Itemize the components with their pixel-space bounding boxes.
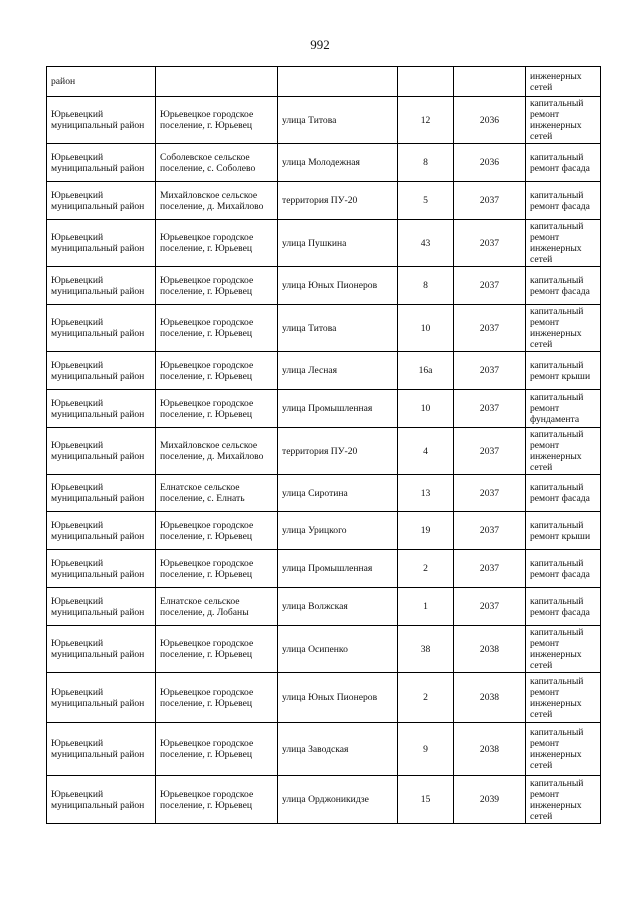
street-cell: улица Заводская [278, 723, 398, 776]
district-cell: Юрьевецкий муниципальный район [47, 550, 156, 588]
settlement-cell: Юрьевецкое городское поселение, г. Юрьевец [156, 673, 278, 723]
settlement-cell: Юрьевецкое городское поселение, г. Юрьевец [156, 352, 278, 390]
year-cell: 2037 [454, 512, 526, 550]
settlement-cell: Михайловское сельское поселение, д. Михайлово [156, 428, 278, 475]
settlement-cell: Юрьевецкое городское поселение, г. Юрьевец [156, 626, 278, 673]
year-cell: 2037 [454, 220, 526, 267]
work-type-cell: капитальный ремонт инженерных сетей [526, 220, 601, 267]
street-cell: улица Промышленная [278, 390, 398, 428]
table-row [47, 588, 601, 626]
table-row [47, 390, 601, 428]
year-cell: 2038 [454, 626, 526, 673]
street-cell: улица Юных Пионеров [278, 673, 398, 723]
street-cell: улица Осипенко [278, 626, 398, 673]
work-type-cell: капитальный ремонт инженерных сетей [526, 776, 601, 824]
settlement-cell [156, 67, 278, 97]
district-cell: Юрьевецкий муниципальный район [47, 475, 156, 512]
work-type-cell: капитальный ремонт фасада [526, 475, 601, 512]
work-type-cell: капитальный ремонт фасада [526, 588, 601, 626]
street-cell [278, 67, 398, 97]
street-cell: улица Орджоникидзе [278, 776, 398, 824]
repair-schedule-table [46, 66, 601, 824]
settlement-cell: Юрьевецкое городское поселение, г. Юрьевец [156, 550, 278, 588]
settlement-cell: Юрьевецкое городское поселение, г. Юрьевец [156, 220, 278, 267]
street-cell: территория ПУ-20 [278, 428, 398, 475]
house-number-cell: 2 [398, 673, 454, 723]
work-type-cell: капитальный ремонт фундамента [526, 390, 601, 428]
settlement-cell: Михайловское сельское поселение, д. Михайлово [156, 182, 278, 220]
street-cell: улица Урицкого [278, 512, 398, 550]
district-cell: Юрьевецкий муниципальный район [47, 390, 156, 428]
year-cell: 2037 [454, 588, 526, 626]
house-number-cell: 12 [398, 97, 454, 144]
street-cell: улица Титова [278, 305, 398, 352]
settlement-cell: Юрьевецкое городское поселение, г. Юрьевец [156, 390, 278, 428]
settlement-cell: Елнатское сельское поселение, с. Елнать [156, 475, 278, 512]
settlement-cell: Юрьевецкое городское поселение, г. Юрьевец [156, 97, 278, 144]
house-number-cell: 16а [398, 352, 454, 390]
table-row [47, 220, 601, 267]
district-cell: Юрьевецкий муниципальный район [47, 144, 156, 182]
table-body [47, 67, 601, 824]
district-cell: Юрьевецкий муниципальный район [47, 97, 156, 144]
street-cell: улица Пушкина [278, 220, 398, 267]
settlement-cell: Елнатское сельское поселение, д. Лобаны [156, 588, 278, 626]
house-number-cell: 2 [398, 550, 454, 588]
house-number-cell: 13 [398, 475, 454, 512]
street-cell: улица Промышленная [278, 550, 398, 588]
table-row [47, 352, 601, 390]
year-cell: 2037 [454, 305, 526, 352]
street-cell: улица Юных Пионеров [278, 267, 398, 305]
district-cell: Юрьевецкий муниципальный район [47, 352, 156, 390]
house-number-cell: 1 [398, 588, 454, 626]
year-cell: 2038 [454, 673, 526, 723]
work-type-cell: капитальный ремонт крыши [526, 352, 601, 390]
table-row [47, 512, 601, 550]
work-type-cell: капитальный ремонт инженерных сетей [526, 428, 601, 475]
table-row [47, 475, 601, 512]
settlement-cell: Соболевское сельское поселение, с. Соболево [156, 144, 278, 182]
settlement-cell: Юрьевецкое городское поселение, г. Юрьевец [156, 723, 278, 776]
table-row [47, 550, 601, 588]
year-cell: 2036 [454, 144, 526, 182]
year-cell: 2037 [454, 475, 526, 512]
house-number-cell: 9 [398, 723, 454, 776]
street-cell: улица Титова [278, 97, 398, 144]
table-row [47, 723, 601, 776]
house-number-cell: 4 [398, 428, 454, 475]
district-cell: Юрьевецкий муниципальный район [47, 588, 156, 626]
settlement-cell: Юрьевецкое городское поселение, г. Юрьевец [156, 305, 278, 352]
district-cell: Юрьевецкий муниципальный район [47, 673, 156, 723]
house-number-cell: 10 [398, 390, 454, 428]
work-type-cell: инженерных сетей [526, 67, 601, 97]
table-row [47, 428, 601, 475]
work-type-cell: капитальный ремонт фасада [526, 550, 601, 588]
district-cell: Юрьевецкий муниципальный район [47, 512, 156, 550]
year-cell: 2037 [454, 550, 526, 588]
table-row [47, 305, 601, 352]
year-cell: 2037 [454, 182, 526, 220]
district-cell: район [47, 67, 156, 97]
street-cell: улица Волжская [278, 588, 398, 626]
district-cell: Юрьевецкий муниципальный район [47, 305, 156, 352]
house-number-cell: 43 [398, 220, 454, 267]
table-row [47, 776, 601, 824]
table-row [47, 267, 601, 305]
year-cell: 2037 [454, 352, 526, 390]
table-row [47, 67, 601, 97]
year-cell: 2038 [454, 723, 526, 776]
work-type-cell: капитальный ремонт инженерных сетей [526, 723, 601, 776]
work-type-cell: капитальный ремонт фасада [526, 182, 601, 220]
street-cell: улица Лесная [278, 352, 398, 390]
table-row [47, 626, 601, 673]
settlement-cell: Юрьевецкое городское поселение, г. Юрьевец [156, 267, 278, 305]
year-cell: 2039 [454, 776, 526, 824]
table-row [47, 97, 601, 144]
district-cell: Юрьевецкий муниципальный район [47, 723, 156, 776]
year-cell [454, 67, 526, 97]
year-cell: 2037 [454, 428, 526, 475]
year-cell: 2037 [454, 267, 526, 305]
house-number-cell: 19 [398, 512, 454, 550]
district-cell: Юрьевецкий муниципальный район [47, 220, 156, 267]
house-number-cell: 8 [398, 267, 454, 305]
district-cell: Юрьевецкий муниципальный район [47, 776, 156, 824]
house-number-cell: 38 [398, 626, 454, 673]
work-type-cell: капитальный ремонт фасада [526, 144, 601, 182]
table-row [47, 144, 601, 182]
district-cell: Юрьевецкий муниципальный район [47, 428, 156, 475]
year-cell: 2037 [454, 390, 526, 428]
table-row [47, 673, 601, 723]
district-cell: Юрьевецкий муниципальный район [47, 267, 156, 305]
house-number-cell: 15 [398, 776, 454, 824]
settlement-cell: Юрьевецкое городское поселение, г. Юрьевец [156, 512, 278, 550]
street-cell: улица Сиротина [278, 475, 398, 512]
street-cell: территория ПУ-20 [278, 182, 398, 220]
work-type-cell: капитальный ремонт инженерных сетей [526, 305, 601, 352]
house-number-cell [398, 67, 454, 97]
district-cell: Юрьевецкий муниципальный район [47, 626, 156, 673]
table-row [47, 182, 601, 220]
work-type-cell: капитальный ремонт крыши [526, 512, 601, 550]
work-type-cell: капитальный ремонт инженерных сетей [526, 97, 601, 144]
district-cell: Юрьевецкий муниципальный район [47, 182, 156, 220]
house-number-cell: 10 [398, 305, 454, 352]
work-type-cell: капитальный ремонт инженерных сетей [526, 673, 601, 723]
work-type-cell: капитальный ремонт инженерных сетей [526, 626, 601, 673]
year-cell: 2036 [454, 97, 526, 144]
page-number: 992 [310, 37, 330, 52]
street-cell: улица Молодежная [278, 144, 398, 182]
settlement-cell: Юрьевецкое городское поселение, г. Юрьевец [156, 776, 278, 824]
house-number-cell: 5 [398, 182, 454, 220]
house-number-cell: 8 [398, 144, 454, 182]
work-type-cell: капитальный ремонт фасада [526, 267, 601, 305]
